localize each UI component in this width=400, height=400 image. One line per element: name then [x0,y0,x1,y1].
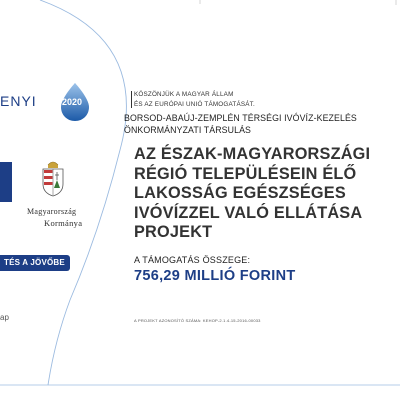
support-label: A TÁMOGATÁS ÖSSZEGE: [134,255,251,265]
government-line2: Kormánya [44,218,83,228]
logo-year: 2020 [62,97,83,107]
title-line: PROJEKT [134,223,213,241]
hungarian-crest-icon [40,158,66,198]
footer-fragment: ap [0,313,9,322]
organization-name [124,112,400,136]
eu-flag-fragment [0,162,12,202]
support-amount: 756,29 MILLIÓ FORINT [134,268,296,284]
org-line2: ÖNKORMÁNYZATI TÁRSULÁS [124,125,252,135]
project-title [134,145,396,243]
title-line: LAKOSSÁG EGÉSZSÉGES [134,184,346,202]
org-line1: BORSOD-ABAÚJ-ZEMPLÉN TÉRSÉGI IVÓVÍZ-KEZELÉS [124,113,357,123]
eu-flag-text: 6 [0,207,4,213]
thanks-divider [131,91,132,108]
thanks-line2: ÉS AZ EURÓPAI UNIÓ TÁMOGATÁSÁT. [134,101,255,108]
slogan-text: TÉS A JÖVŐBE [4,258,65,267]
slogan-banner [0,255,70,271]
title-line: AZ ÉSZAK-MAGYARORSZÁGI [134,145,371,163]
thanks-line1: KÖSZÖNJÜK A MAGYAR ÁLLAM [134,91,234,98]
government-line1: Magyarország [27,207,77,216]
title-line: RÉGIÓ TELEPÜLÉSEIN ÉLŐ [134,164,357,183]
logo-word: ENYI [0,93,37,109]
title-line: IVÓVÍZZEL VALÓ ELLÁTÁSA [134,203,363,222]
thanks-text [134,90,334,110]
project-id: A PROJEKT AZONOSÍTÓ SZÁMA: KEHOP-2.1.4-15-2016-00033 [134,318,261,323]
